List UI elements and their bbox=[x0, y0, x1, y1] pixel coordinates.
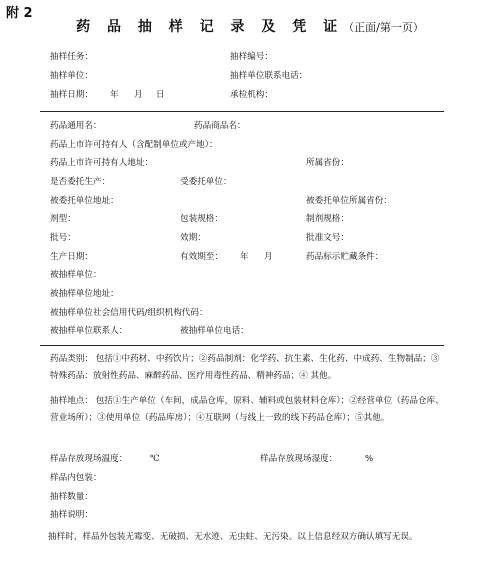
field-temp: 样品存放现场温度： bbox=[50, 454, 128, 464]
field-task: 抽样任务： bbox=[50, 52, 93, 62]
field-inner-pack: 样品内包装： bbox=[50, 473, 102, 483]
divider-1 bbox=[40, 111, 444, 112]
field-production-date: 生产日期： bbox=[50, 252, 93, 262]
date-day: 日 bbox=[156, 90, 165, 100]
date-year: 年 bbox=[110, 90, 119, 100]
field-sampled-address: 被抽样单位地址： bbox=[50, 289, 119, 299]
field-remarks: 抽样说明： bbox=[50, 510, 93, 520]
divider-2 bbox=[40, 345, 444, 346]
footer-statement: 抽样时，样品外包装无霉变、无破损、无水迹、无虫蛀、无污染。以上信息经双方确认填写无误。 bbox=[48, 532, 418, 542]
location-text: 抽样地点： 包括①生产单位（车间，成品仓库，原料、辅料或包装材料仓库）；②经营单位（药品仓库、营业场所）；③使用单位（药品库房）；④互联网（与线上一致的线下药品仓库）；⑤其他。 bbox=[50, 396, 444, 423]
field-contact: 被抽样单位联系人： bbox=[50, 326, 128, 336]
field-trustee: 受委托单位： bbox=[180, 177, 232, 187]
title-main: 药 品 抽 样 记 录 及 凭 证 bbox=[76, 19, 344, 35]
field-credit-code: 被抽样单位社会信用代码/组织机构代码： bbox=[50, 308, 208, 318]
annex-label: 附 2 bbox=[6, 6, 33, 21]
field-quantity: 抽样数量： bbox=[50, 492, 93, 502]
field-dosage-form: 剂型： bbox=[50, 214, 76, 224]
field-mah: 药品上市许可持有人（含配制单位或产地）： bbox=[50, 140, 218, 150]
humidity-unit: % bbox=[365, 454, 374, 464]
field-preparation-spec: 制剂规格： bbox=[306, 214, 349, 224]
field-code: 抽样编号： bbox=[230, 52, 273, 62]
title-sub: （正面/第一页） bbox=[343, 21, 424, 34]
field-trustee-address: 被委托单位地址： bbox=[50, 196, 119, 206]
field-approval-no: 批准文号： bbox=[306, 233, 349, 243]
category-text: 药品类别： 包括①中药材、中药饮片；②药品制剂：化学药、抗生素、生化药、中成药、生物制品；③特殊药品：放射性药品、麻醉药品、医疗用毒性药品、精神药品；④ 其他。 bbox=[50, 354, 440, 381]
field-entrusted: 是否委托生产： bbox=[50, 177, 111, 187]
field-inspection-org: 承检机构： bbox=[230, 90, 273, 100]
temp-unit: ℃ bbox=[150, 454, 160, 464]
field-package-spec: 包装规格： bbox=[180, 214, 223, 224]
field-humidity: 样品存放现场湿度： bbox=[260, 454, 338, 464]
expiry-month: 月 bbox=[264, 252, 273, 262]
field-mah-address: 药品上市许可持有人地址： bbox=[50, 158, 154, 168]
field-unit-phone: 抽样单位联系电话： bbox=[230, 71, 308, 81]
field-expiry: 有效期至： bbox=[180, 252, 223, 262]
field-batch: 批号： bbox=[50, 233, 76, 243]
field-storage-condition: 药品标示贮藏条件： bbox=[306, 252, 384, 262]
field-date: 抽样日期： bbox=[50, 90, 93, 100]
field-province: 所属省份： bbox=[306, 158, 349, 168]
page-title bbox=[0, 16, 500, 36]
field-trade-name: 药品商品名： bbox=[194, 121, 246, 131]
field-generic-name: 药品通用名： bbox=[50, 121, 102, 131]
field-validity: 效期： bbox=[180, 233, 206, 243]
field-unit: 抽样单位： bbox=[50, 71, 93, 81]
field-trustee-province: 被委托单位所属省份： bbox=[306, 196, 392, 206]
field-contact-phone: 被抽样单位电话： bbox=[180, 326, 249, 336]
date-month: 月 bbox=[134, 90, 143, 100]
expiry-year: 年 bbox=[240, 252, 249, 262]
field-sampled-unit: 被抽样单位： bbox=[50, 270, 102, 280]
